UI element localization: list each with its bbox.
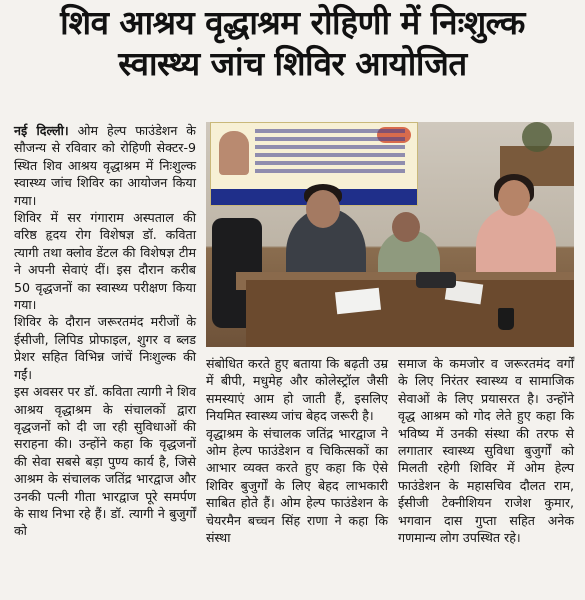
article-column-middle (206, 355, 388, 546)
attendee-head (498, 180, 530, 216)
banner-portrait (219, 131, 249, 175)
article-column-left (14, 122, 196, 540)
article-paragraph (14, 122, 196, 209)
banner-text-lines (255, 129, 405, 177)
article-paragraph: वृद्धाश्रम के संचालक जतिंद्र भारद्वाज ने ओम हेल्प फाउंडेशन व चिकित्सकों का आभार व्यक्त करते हुए कहा कि ऐसे शिविर बुजुर्गों के लिए बेहद लाभकारी साबित होते हैं। ओम हेल्प फाउंडेशन के चेयरमैन बच्चन सिंह राणा ने कहा कि संस्था (206, 425, 388, 546)
paper-sheet (335, 288, 381, 314)
cup-icon (498, 308, 514, 330)
plant-icon (522, 122, 552, 152)
dateline: नई दिल्ली। (14, 123, 69, 138)
article-column-right (398, 355, 574, 546)
headline-line-2: स्वास्थ्य जांच शिविर आयोजित (118, 44, 467, 83)
table (246, 280, 574, 347)
article-paragraph: समाज के कमजोर व जरूरतमंद वर्गों के लिए निरंतर स्वास्थ्य व सामाजिक सेवाओं के लिए प्रयासरत है। उन्होंने वृद्ध आश्रम को गोद लेते हुए कहा कि भविष्य में उनकी संस्था की तरफ से लगातार स्वास्थ्य सुविधा बुजुर्गों को मिलती रहेगी शिविर में ओम हेल्प फाउंडेशन के महासचिव दौलत राम, ईसीजी टेक्नीशियन राजेश कुमार, भगवान दास गुप्ता सहित अनेक गणमान्य लोग उपस्थित रहे। (398, 356, 574, 546)
doctor-head (306, 190, 340, 228)
article-paragraph: इस अवसर पर डॉ. कविता त्यागी ने शिव आश्रय वृद्धाश्रम के संचालकों द्वारा वृद्धजनों को दी जा रही सुविधाओं की सराहना की। उन्होंने कहा कि वृद्धजनों की सेवा सबसे बड़ा पुण्य कार्य है, जिसे आश्रम के संचालक जतिंद्र भारद्वाज और उनकी पत्नी गीता भारद्वाज पूरे समर्पण के साथ निभा रहे हैं। डॉ. त्यागी ने बुजुर्गों को (14, 384, 196, 539)
article-paragraph: संबोधित करते हुए बताया कि बढ़ती उम्र में बीपी, मधुमेह और कोलेस्ट्रॉल जैसी समस्याएं आम हो जाती हैं, इसलिए नियमित स्वास्थ्य जांच बेहद जरूरी है। (206, 356, 388, 424)
headline-line-1: शिव आश्रय वृद्धाश्रम रोहिणी में निःशुल्क (60, 3, 525, 42)
paragraph-text: ओम हेल्प फाउंडेशन के सौजन्य से रविवार को रोहिणी सेक्टर-9 स्थित शिव आश्रय वृद्धाश्रम में निःशुल्क स्वास्थ्य जांच शिविर का आयोजन किया गया। (14, 123, 196, 208)
article-paragraph: शिविर में सर गंगाराम अस्पताल की वरिष्ठ हृदय रोग विशेषज्ञ डॉ. कविता त्यागी तथा क्लोव डेंटल की विशेषज्ञ टीम ने अपनी सेवाएं दीं। इस दौरान करीब 50 वृद्धजनों का स्वास्थ्य परीक्षण किया गया। (14, 210, 196, 313)
article-paragraph: शिविर के दौरान जरूरतमंद मरीजों के ईसीजी, लिपिड प्रोफाइल, शुगर व ब्लड प्रेशर सहित विभिन्न जांचें निःशुल्क की गईं। (14, 314, 196, 382)
patient-head (392, 212, 420, 242)
headline (0, 2, 585, 84)
news-photo (206, 122, 574, 347)
bp-monitor (416, 272, 456, 288)
